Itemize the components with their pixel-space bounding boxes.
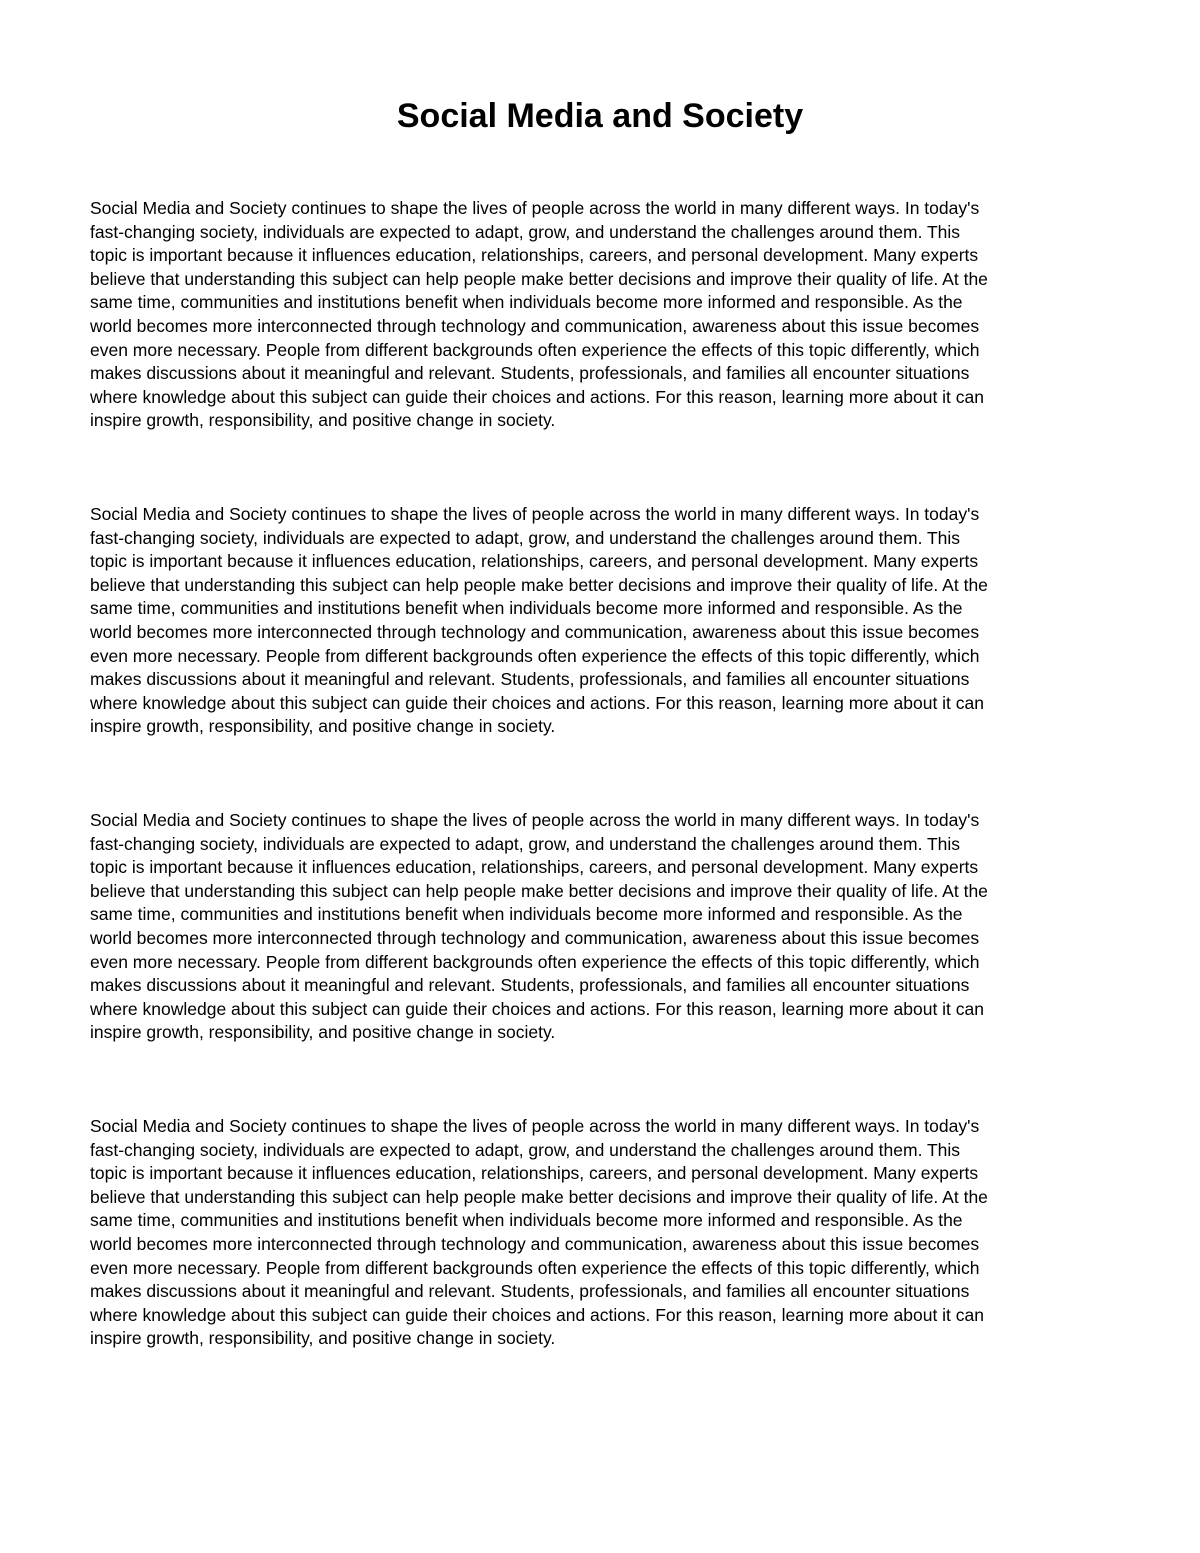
paragraph-line: Social Media and Society continues to shape the lives of people across the world in many different ways. In today's bbox=[90, 504, 980, 524]
paragraph-line: even more necessary. People from different backgrounds often experience the effects of this topic differently, which bbox=[90, 645, 980, 666]
paragraph-line: topic is important because it influences education, relationships, careers, and personal development. Many experts bbox=[90, 857, 979, 878]
paragraph-line: topic is important because it influences education, relationships, careers, and personal development. Many experts bbox=[90, 1163, 979, 1184]
paragraph-line: same time, communities and institutions benefit when individuals become more informed and responsible. As the bbox=[90, 1210, 963, 1231]
paragraph-line: makes discussions about it meaningful and relevant. Students, professionals, and families all encounter situations bbox=[90, 975, 970, 996]
body-paragraph bbox=[90, 197, 1112, 433]
body-paragraph bbox=[90, 809, 1112, 1045]
paragraph-line: makes discussions about it meaningful and relevant. Students, professionals, and families all encounter situations bbox=[90, 669, 970, 690]
paragraph-line: makes discussions about it meaningful and relevant. Students, professionals, and families all encounter situations bbox=[90, 363, 970, 384]
paragraph-line: believe that understanding this subject can help people make better decisions and improve their quality of life. At the bbox=[90, 1186, 988, 1207]
paragraph-line: inspire growth, responsibility, and positive change in society. bbox=[90, 1328, 556, 1349]
paragraph-line: inspire growth, responsibility, and positive change in society. bbox=[90, 410, 556, 431]
paragraph-line: topic is important because it influences education, relationships, careers, and personal development. Many experts bbox=[90, 245, 979, 266]
paragraph-line: inspire growth, responsibility, and positive change in society. bbox=[90, 1022, 556, 1043]
paragraph-line: same time, communities and institutions benefit when individuals become more informed and responsible. As the bbox=[90, 598, 963, 619]
paragraph-line: fast-changing society, individuals are expected to adapt, grow, and understand the challenges around them. This bbox=[90, 1139, 961, 1160]
paragraph-line: believe that understanding this subject can help people make better decisions and improve their quality of life. At the bbox=[90, 574, 988, 595]
paragraph-line: fast-changing society, individuals are expected to adapt, grow, and understand the challenges around them. This bbox=[90, 221, 961, 242]
body-paragraph bbox=[90, 503, 1112, 739]
paragraph-line: world becomes more interconnected through technology and communication, awareness about this issue becomes bbox=[90, 621, 980, 642]
document-title: Social Media and Society bbox=[396, 97, 804, 135]
paragraph-line: where knowledge about this subject can guide their choices and actions. For this reason, learning more about it can bbox=[90, 386, 984, 407]
paragraph-line: topic is important because it influences education, relationships, careers, and personal development. Many experts bbox=[90, 551, 979, 572]
paragraph-line: believe that understanding this subject can help people make better decisions and improve their quality of life. At the bbox=[90, 268, 988, 289]
paragraph-line: Social Media and Society continues to shape the lives of people across the world in many different ways. In today's bbox=[90, 810, 980, 830]
paragraph-line: where knowledge about this subject can guide their choices and actions. For this reason, learning more about it can bbox=[90, 998, 984, 1019]
paragraph-line: fast-changing society, individuals are expected to adapt, grow, and understand the challenges around them. This bbox=[90, 527, 961, 548]
paragraph-line: believe that understanding this subject can help people make better decisions and improve their quality of life. At the bbox=[90, 880, 988, 901]
paragraph-line: even more necessary. People from different backgrounds often experience the effects of this topic differently, which bbox=[90, 951, 980, 972]
paragraph-line: world becomes more interconnected through technology and communication, awareness about this issue becomes bbox=[90, 315, 980, 336]
paragraph-line: world becomes more interconnected through technology and communication, awareness about this issue becomes bbox=[90, 1233, 980, 1254]
paragraph-line: Social Media and Society continues to shape the lives of people across the world in many different ways. In today's bbox=[90, 1116, 980, 1136]
paragraph-line: fast-changing society, individuals are expected to adapt, grow, and understand the challenges around them. This bbox=[90, 833, 961, 854]
paragraph-line: even more necessary. People from different backgrounds often experience the effects of this topic differently, which bbox=[90, 339, 980, 360]
paragraph-line: where knowledge about this subject can guide their choices and actions. For this reason, learning more about it can bbox=[90, 1304, 984, 1325]
paragraph-line: inspire growth, responsibility, and positive change in society. bbox=[90, 716, 556, 737]
paragraph-line: world becomes more interconnected through technology and communication, awareness about this issue becomes bbox=[90, 927, 980, 948]
paragraph-line: even more necessary. People from different backgrounds often experience the effects of this topic differently, which bbox=[90, 1257, 980, 1278]
paragraph-line: same time, communities and institutions benefit when individuals become more informed and responsible. As the bbox=[90, 904, 963, 925]
paragraph-line: makes discussions about it meaningful and relevant. Students, professionals, and families all encounter situations bbox=[90, 1281, 970, 1302]
body-paragraph bbox=[90, 1115, 1112, 1351]
paragraph-line: Social Media and Society continues to shape the lives of people across the world in many different ways. In today's bbox=[90, 198, 980, 218]
paragraph-line: same time, communities and institutions benefit when individuals become more informed and responsible. As the bbox=[90, 292, 963, 313]
paragraph-line: where knowledge about this subject can guide their choices and actions. For this reason, learning more about it can bbox=[90, 692, 984, 713]
